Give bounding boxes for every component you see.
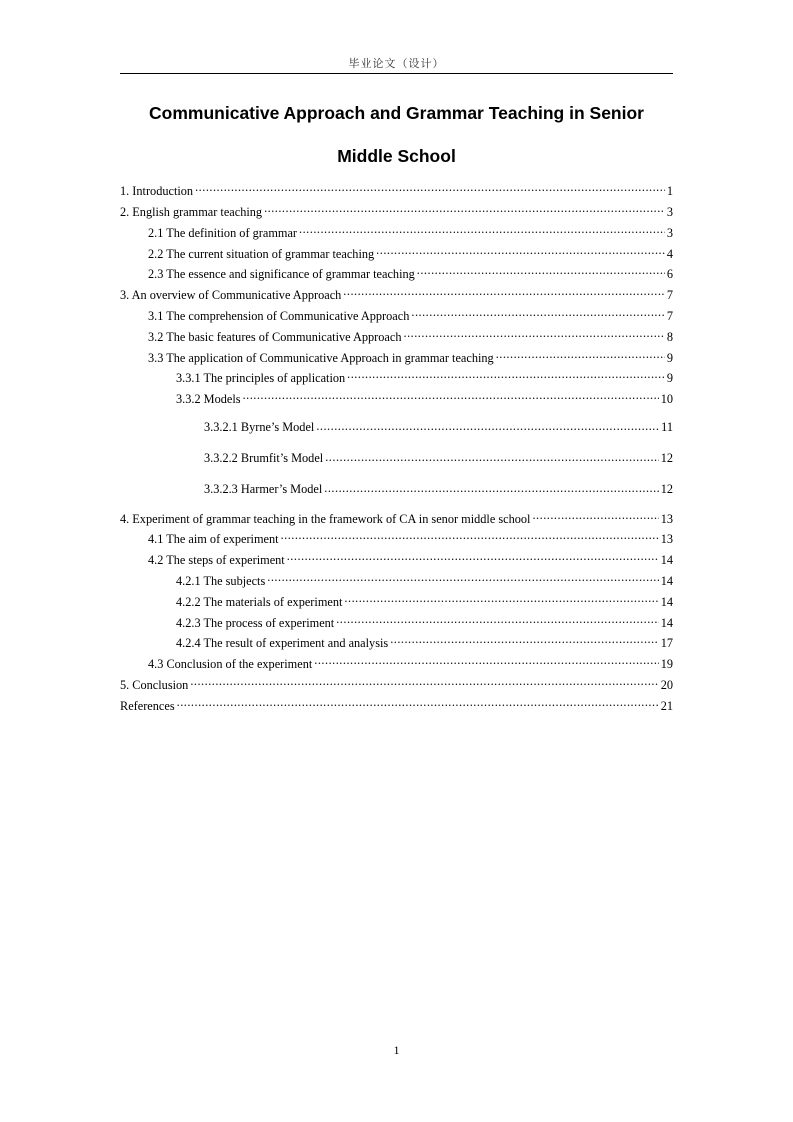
toc-dot-leader [390,635,659,647]
toc-entry-label: 1. Introduction [120,184,194,199]
toc-entry-page: 8 [666,329,673,344]
toc-entry-label: 4.2.3 The process of experiment [176,615,335,630]
toc-entry-page: 20 [660,678,673,692]
toc-entry-page: 14 [660,594,673,609]
toc-entry[interactable] [120,308,673,329]
toc-entry[interactable] [120,443,673,474]
toc-entry[interactable] [120,510,673,531]
toc-dot-leader [347,370,665,382]
toc-dot-leader [344,594,658,606]
toc-entry-label: 3.1 The comprehension of Communicative Approach [148,309,410,324]
document-title [110,92,683,178]
document-title-line-1: Communicative Approach and Grammar Teaching in Senior [149,103,644,123]
toc-entry-page: 7 [666,309,673,324]
toc-entry-label: 4.2 The steps of experiment [148,553,285,568]
toc-entry[interactable] [120,474,673,505]
toc-entry-page: 9 [666,371,673,386]
toc-entry-page: 7 [666,288,673,303]
toc-entry-label: 3. An overview of Communicative Approach [120,288,342,303]
toc-entry-page: 17 [660,636,673,651]
toc-dot-leader [325,452,658,464]
toc-dot-leader [532,510,658,522]
toc-entry[interactable] [120,552,673,573]
toc-entry[interactable] [120,370,673,391]
toc-entry-page: 14 [660,574,673,589]
toc-entry[interactable] [120,594,673,615]
toc-entry[interactable] [120,614,673,635]
toc-dot-leader [336,614,658,626]
toc-entry-page: 12 [660,482,673,497]
toc-entry-page: 21 [660,698,673,713]
toc-entry-page: 4 [666,246,673,261]
toc-entry-label: 3.3.2.3 Harmer’s Model [204,482,323,497]
toc-dot-leader [496,349,665,361]
toc-entry-page: 1 [666,184,673,199]
toc-entry-page: 13 [660,511,673,526]
toc-entry[interactable] [120,412,673,443]
toc-entry-page: 14 [660,553,673,568]
toc-entry-label: 3.3.1 The principles of application [176,371,346,386]
toc-dot-leader [264,204,665,216]
toc-entry[interactable] [120,656,673,677]
toc-entry[interactable] [120,677,673,698]
toc-entry-label: 3.3.2 Models [176,392,241,407]
toc-entry-label: References [120,698,175,713]
toc-dot-leader [376,245,665,257]
toc-entry-label: 2. English grammar teaching [120,205,263,220]
toc-entry[interactable] [120,531,673,552]
toc-entry-label: 3.2 The basic features of Communicative Approach [148,329,402,344]
toc-entry-page: 3 [666,205,673,220]
toc-entry[interactable] [120,245,673,266]
toc-entry-label: 5. Conclusion [120,678,189,692]
toc-entry-label: 4.2.1 The subjects [176,574,266,589]
toc-entry-page: 9 [666,350,673,365]
toc-dot-leader [417,266,665,278]
toc-entry-label: 4. Experiment of grammar teaching in the framework of CA in senor middle school [120,511,531,526]
toc-entry[interactable] [120,349,673,370]
toc-entry[interactable] [120,391,673,412]
toc-entry[interactable] [120,287,673,308]
toc-entry-label: 2.1 The definition of grammar [148,225,298,240]
toc-entry-label: 3.3 The application of Communicative Approach in grammar teaching [148,350,494,365]
toc-entry[interactable] [120,329,673,350]
toc-entry-label: 4.2.4 The result of experiment and analysis [176,636,389,651]
toc-dot-leader [343,287,665,299]
toc-dot-leader [281,531,659,543]
toc-entry-label: 4.3 Conclusion of the experiment [148,657,313,672]
toc-entry[interactable] [120,183,673,204]
toc-entry-page: 11 [661,419,673,434]
toc-entry-label: 3.3.2.2 Brumfit’s Model [204,451,324,466]
toc-dot-leader [316,421,659,433]
document-title-line-2: Middle School [337,146,456,166]
toc-entry-label: 3.3.2.1 Byrne’s Model [204,419,315,434]
toc-dot-leader [324,484,658,496]
toc-entry-page: 6 [666,267,673,282]
toc-dot-leader [190,677,658,689]
toc-entry-label: 2.2 The current situation of grammar teaching [148,246,375,261]
toc-entry-label: 4.1 The aim of experiment [148,532,279,547]
toc-entry[interactable] [120,204,673,225]
toc-entry-page: 3 [666,225,673,240]
toc-dot-leader [243,391,659,403]
toc-dot-leader [195,183,665,195]
toc-dot-leader [404,329,665,341]
toc-dot-leader [267,573,658,585]
table-of-contents [120,183,673,718]
toc-entry-page: 19 [660,657,673,672]
toc-dot-leader [299,225,665,237]
page-number: 1 [393,1043,400,1057]
toc-entry[interactable] [120,266,673,287]
toc-entry[interactable] [120,635,673,656]
toc-dot-leader [177,698,659,710]
toc-entry-label: 2.3 The essence and significance of grammar teaching [148,267,415,282]
toc-entry-page: 14 [660,615,673,630]
header-divider [120,73,673,74]
toc-dot-leader [287,552,659,564]
toc-entry[interactable] [120,225,673,246]
toc-dot-leader [411,308,664,320]
toc-entry-page: 13 [660,532,673,547]
toc-entry-page: 12 [660,451,673,466]
toc-entry[interactable] [120,698,673,719]
toc-entry-label: 4.2.2 The materials of experiment [176,594,343,609]
toc-entry-page: 10 [660,392,673,407]
page-header: 毕业论文（设计） [348,57,445,70]
toc-dot-leader [314,656,658,668]
toc-entry[interactable] [120,573,673,594]
